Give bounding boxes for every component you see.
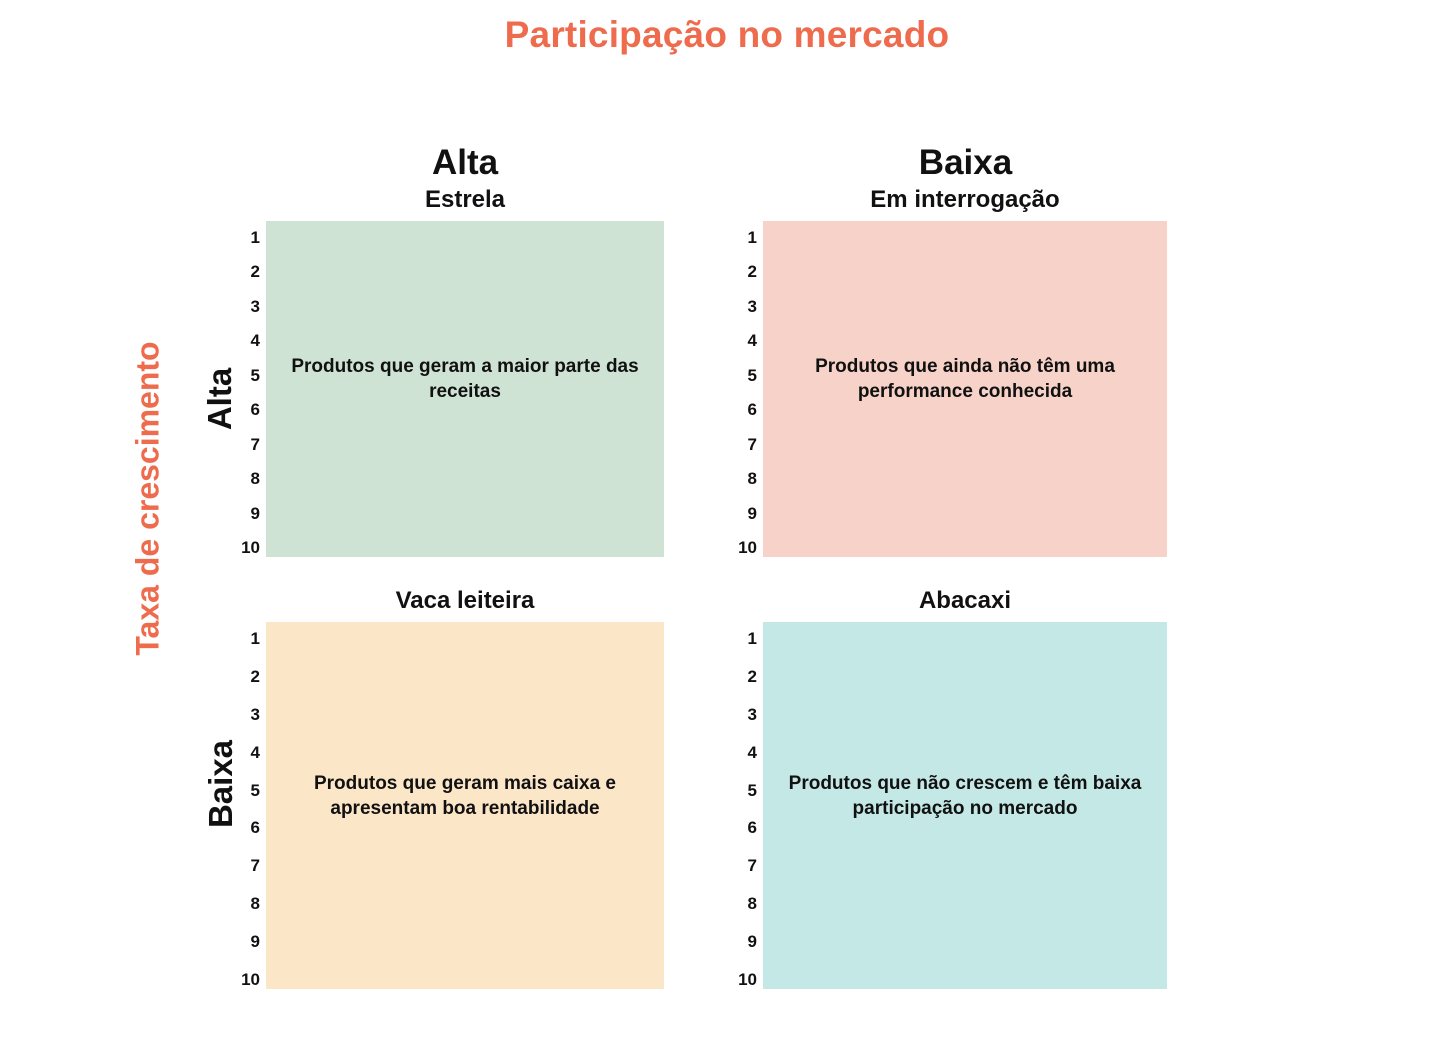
column-header-baixa: Baixa	[918, 143, 1013, 182]
scale-tick: 6	[747, 400, 757, 420]
scale-tick: 8	[250, 894, 260, 914]
scale-tick: 4	[747, 331, 757, 351]
scale-tick: 6	[250, 400, 260, 420]
quadrant-title-vaca-leiteira: Vaca leiteira	[395, 587, 535, 614]
scale-tick: 8	[747, 894, 757, 914]
quadrant-description-estrela: Produtos que geram a maior parte das receitas	[291, 356, 639, 402]
column-header-alta: Alta	[431, 143, 499, 182]
vertical-axis-label: Taxa de crescimento	[129, 341, 166, 656]
scale-tick: 1	[747, 629, 757, 648]
quadrant-description-vaca-leiteira: Produtos que geram mais caixa e apresentam boa rentabilidade	[313, 773, 616, 819]
scale-tick: 10	[241, 970, 260, 989]
scale-tick: 8	[250, 469, 260, 489]
scale-estrela	[230, 221, 260, 557]
scale-abacaxi	[727, 622, 757, 989]
scale-tick: 3	[747, 704, 757, 724]
scale-tick: 7	[747, 856, 757, 876]
scale-vaca-leiteira	[230, 622, 260, 989]
scale-tick: 5	[747, 780, 757, 800]
quadrant-interrogacao	[738, 186, 1167, 557]
scale-tick: 3	[250, 704, 260, 724]
quadrant-abacaxi	[738, 587, 1167, 989]
quadrant-title-abacaxi: Abacaxi	[918, 587, 1012, 614]
scale-tick: 2	[250, 262, 260, 282]
scale-tick: 7	[250, 434, 260, 454]
quadrant-vaca-leiteira	[241, 587, 664, 989]
scale-tick: 9	[747, 503, 757, 523]
scale-interrogacao	[727, 221, 757, 557]
scale-tick: 5	[747, 365, 757, 385]
scale-tick: 6	[747, 818, 757, 838]
scale-tick: 1	[747, 228, 757, 247]
scale-tick: 10	[241, 538, 260, 557]
scale-tick: 3	[747, 296, 757, 316]
quadrant-description-interrogacao: Produtos que ainda não têm uma performance conhecida	[815, 356, 1115, 402]
scale-tick: 2	[250, 666, 260, 686]
scale-tick: 9	[250, 932, 260, 952]
scale-tick: 9	[250, 503, 260, 523]
scale-tick: 3	[250, 296, 260, 316]
quadrant-title-estrela: Estrela	[424, 186, 506, 213]
scale-tick: 1	[250, 629, 260, 648]
quadrant-description-abacaxi: Produtos que não crescem e têm baixa participação no mercado	[788, 773, 1142, 819]
scale-tick: 9	[747, 932, 757, 952]
scale-tick: 4	[747, 742, 757, 762]
page-title: Participação no mercado	[504, 14, 950, 55]
scale-tick: 10	[738, 970, 757, 989]
quadrant-estrela	[241, 186, 664, 557]
scale-tick: 6	[250, 818, 260, 838]
quadrant-title-interrogacao: Em interrogação	[870, 186, 1060, 213]
scale-tick: 4	[250, 742, 260, 762]
row-label-baixa: Baixa	[202, 739, 239, 829]
scale-tick: 5	[250, 780, 260, 800]
scale-tick: 8	[747, 469, 757, 489]
scale-tick: 7	[250, 856, 260, 876]
scale-tick: 5	[250, 365, 260, 385]
row-label-alta: Alta	[201, 367, 238, 431]
scale-tick: 1	[250, 228, 260, 247]
scale-tick: 4	[250, 331, 260, 351]
scale-tick: 10	[738, 538, 757, 557]
scale-tick: 7	[747, 434, 757, 454]
scale-tick: 2	[747, 262, 757, 282]
scale-tick: 2	[747, 666, 757, 686]
